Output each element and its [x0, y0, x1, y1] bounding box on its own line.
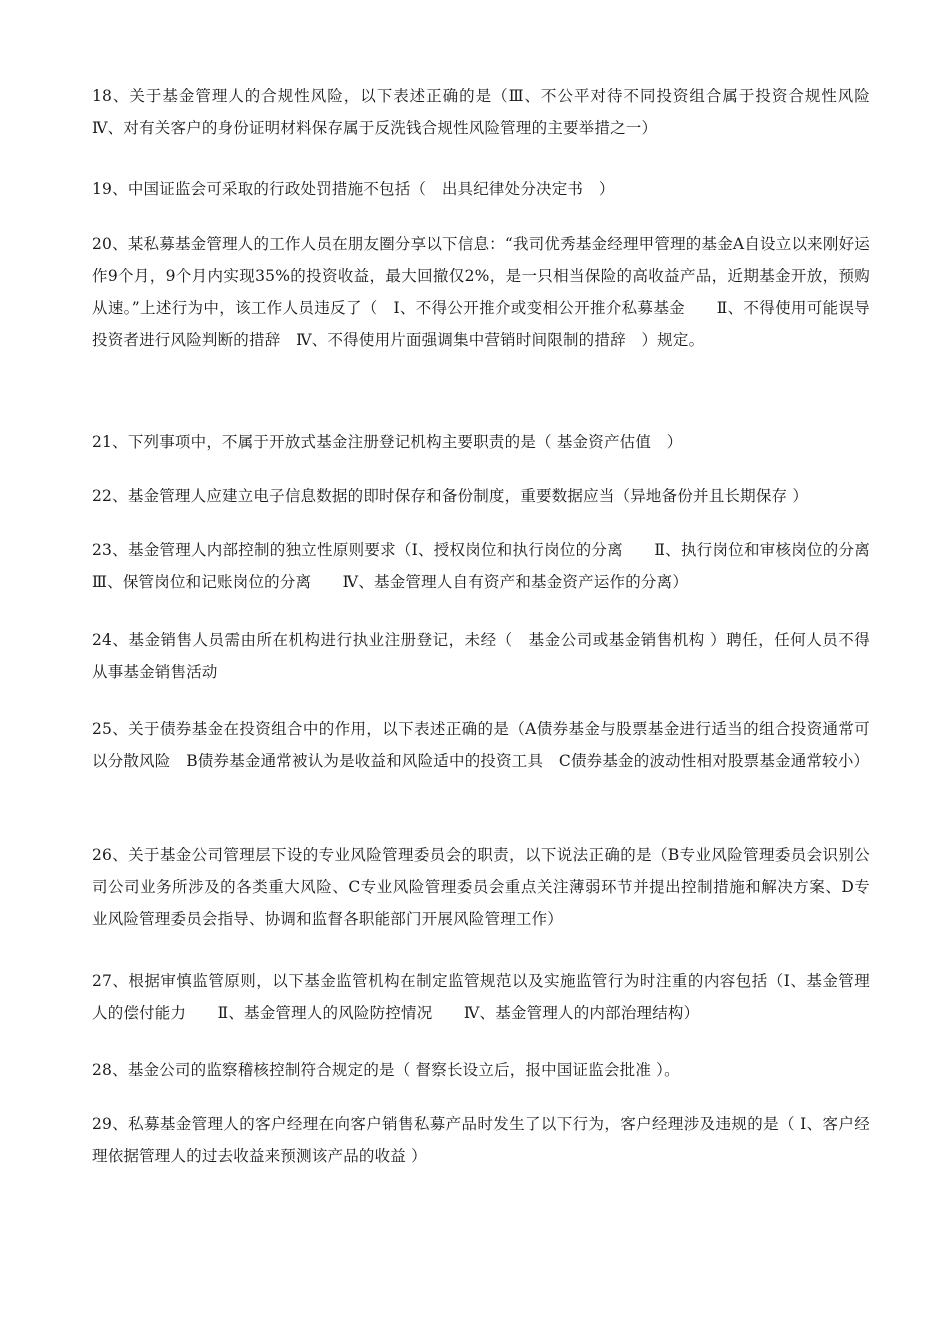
question-24: 24、基金销售人员需由所在机构进行执业注册登记，未经（ 基金公司或基金销售机构 ）聘任，任何人员不得从事基金销售活动	[92, 631, 870, 681]
question-18: 18、关于基金管理人的合规性风险，以下表述正确的是（Ⅲ、不公平对待不同投资组合属于投资合规性风险 Ⅳ、对有关客户的身份证明材料保存属于反洗钱合规性风险管理的主要举措之一）	[92, 87, 902, 137]
question-21: 21、下列事项中，不属于开放式基金注册登记机构主要职责的是（ 基金资产估值 ）	[92, 433, 683, 451]
question-23: 23、基金管理人内部控制的独立性原则要求（Ⅰ、授权岗位和执行岗位的分离 Ⅱ、执行岗位和审核岗位的分离 Ⅲ、保管岗位和记账岗位的分离 Ⅳ、基金管理人自有资产和基金资产运作的分离）	[92, 541, 902, 591]
question-29: 29、私募基金管理人的客户经理在向客户销售私募产品时发生了以下行为，客户经理涉及违规的是（ Ⅰ、客户经理依据管理人的过去收益来预测该产品的收益 ）	[92, 1115, 870, 1165]
question-27: 27、根据审慎监管原则，以下基金监管机构在制定监管规范以及实施监管行为时注重的内容包括（Ⅰ、基金管理人的偿付能力 Ⅱ、基金管理人的风险防控情况 Ⅳ、基金管理人的内部治理结构）	[92, 972, 870, 1022]
question-19: 19、中国证监会可采取的行政处罚措施不包括（ 出具纪律处分决定书 ）	[92, 180, 615, 198]
question-20: 20、某私募基金管理人的工作人员在朋友圈分享以下信息：“我司优秀基金经理甲管理的基金A自设立以来刚好运作9个月，9个月内实现35%的投资收益，最大回撤仅2%，是一只相当保险的高收益产品，近期基金开放，预购从速。”上述行为中，该工作人员违反了（ Ⅰ、不得公开推介或变相公开推介私募基金 Ⅱ、不得使用可能误导投资者进行风险判断的措辞 Ⅳ、不得使用片面强调集中营销时间限制的措辞 ）规定。	[92, 235, 870, 349]
question-22: 22、基金管理人应建立电子信息数据的即时保存和备份制度，重要数据应当（异地备份并且长期保存 ）	[92, 487, 809, 505]
question-28: 28、基金公司的监察稽核控制符合规定的是（ 督察长设立后，报中国证监会批准 ）。	[92, 1061, 680, 1079]
question-26: 26、关于基金公司管理层下设的专业风险管理委员会的职责，以下说法正确的是（B专业风险管理委员会识别公司公司业务所涉及的各类重大风险、C专业风险管理委员会重点关注薄弱环节并提出控制措施和解决方案、D专业风险管理委员会指导、协调和监督各职能部门开展风险管理工作）	[92, 846, 870, 928]
question-25: 25、关于债券基金在投资组合中的作用，以下表述正确的是（A债券基金与股票基金进行适当的组合投资通常可以分散风险 B债券基金通常被认为是收益和风险适中的投资工具 C债券基金的波动性相对股票基金通常较小）	[92, 720, 870, 770]
